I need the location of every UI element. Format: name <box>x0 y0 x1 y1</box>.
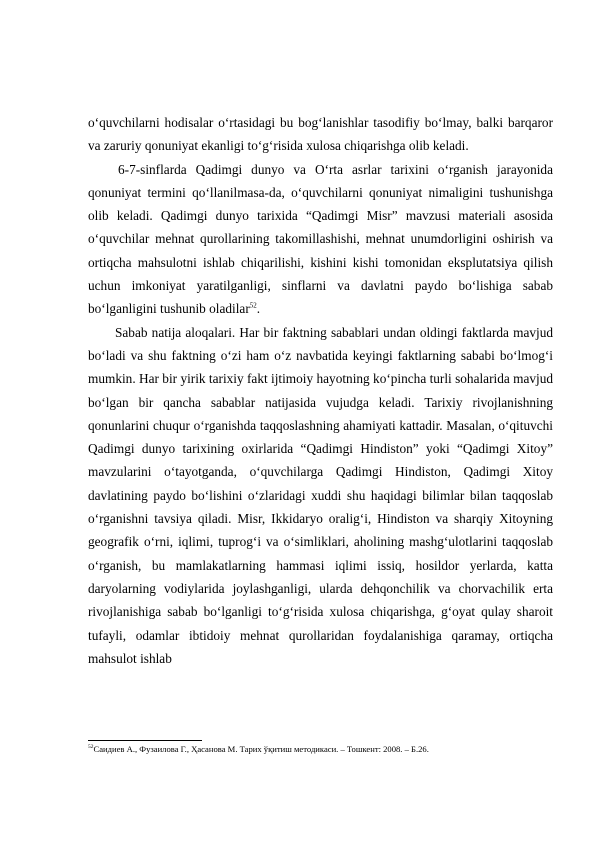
paragraph-3-text: Sabab natija aloqalari. Har bir faktning sabablari undan oldingi faktlarda mavjud bo‘ladi va shu faktning o‘zi ham o‘z navbatida keyingi faktlarning sababi bo‘lmog‘i mumkin. Har bir yirik tarixiy fakt ijtimoiy hayotning ko‘pincha turli sohalarida mavjud bo‘lgan bir qancha sabablar natijasida vujudga keladi. Tarixiy rivojlanishning qonunlarini chuqur o‘rganishda taqqoslashning ahamiyati kattadir. Masalan, o‘qituvchi Qadimgi dunyo tarixining oxirlarida “Qadimgi Hindiston” yoki “Qadimgi Xitoy” mavzularini o‘tayotganda, o‘quvchilarga Qadimgi Hindiston, Qadimgi Xitoy davlatining paydo bo‘lishini o‘zlaridagi xuddi shu haqidagi bilimlar bilan taqqoslab o‘rganishni tavsiya qiladi. Misr, Ikkidaryo oralig‘i, Hindiston va sharqiy Xitoyning geografik o‘rni, iqlimi, tuprog‘i va o‘simliklari, aholining mashg‘ulotlarini taqqoslab o‘rganish, bu mamlakatlarning hammasi iqlimi issiq, hosildor yerlarda, katta daryolarning vodiylarida joylashganligi, ularda dehqonchilik va chorvachilik erta rivojlanishiga sabab bo‘lganligi to‘g‘risida xulosa chiqarishga, g‘oyat qulay sharoit tufayli, odamlar ibtidoiy mehnat qurollaridan foydalanishiga qaramay, ortiqcha mahsulot ishlab <box>88 324 553 666</box>
paragraph-3 <box>88 321 553 670</box>
footnote-text: Саидиев А., Фузаилова Г., Ҳасанова М. Тарих ўқитиш методикаси. – Тошкент: 2008. – Б.26. <box>93 744 429 754</box>
paragraph-2-end: . <box>256 301 261 317</box>
paragraph-2 <box>88 158 553 321</box>
paragraph-1 <box>88 111 553 158</box>
footnote-reference[interactable]: 52 <box>249 301 257 310</box>
paragraph-2-text: 6-7-sinflarda Qadimgi dunyo va O‘rta asrlar tarixini o‘rganish jarayonida qonuniyat termini qo‘llanilmasa-da, o‘quvchilarni qonuniyat nimaligini tushunishga olib keladi. Qadimgi dunyo tarixida “Qadimgi Misr” mavzusi materiali asosida o‘quvchilar mehnat qurollarining takomillashishi, mehnat unumdorligini oshirish va ortiqcha mahsulotni ishlab chiqarilishi, kishini kishi tomonidan eksplutatsiya qilish uchun imkoniyat yaratilganligi, sinflarni va davlatni paydo bo‘lishiga sabab bo‘lganligini tushunib oladilar <box>88 161 553 317</box>
footnote-number: 52 <box>88 744 94 751</box>
footnote <box>88 744 553 755</box>
footnote-separator <box>88 740 202 741</box>
body-text <box>88 111 553 670</box>
paragraph-1-text: o‘quvchilarni hodisalar o‘rtasidagi bu bog‘lanishlar tasodifiy bo‘lmay, balki barqaror va zaruriy qonuniyat ekanligi to‘g‘risida xulosa chiqarishga olib keladi. <box>88 115 553 154</box>
